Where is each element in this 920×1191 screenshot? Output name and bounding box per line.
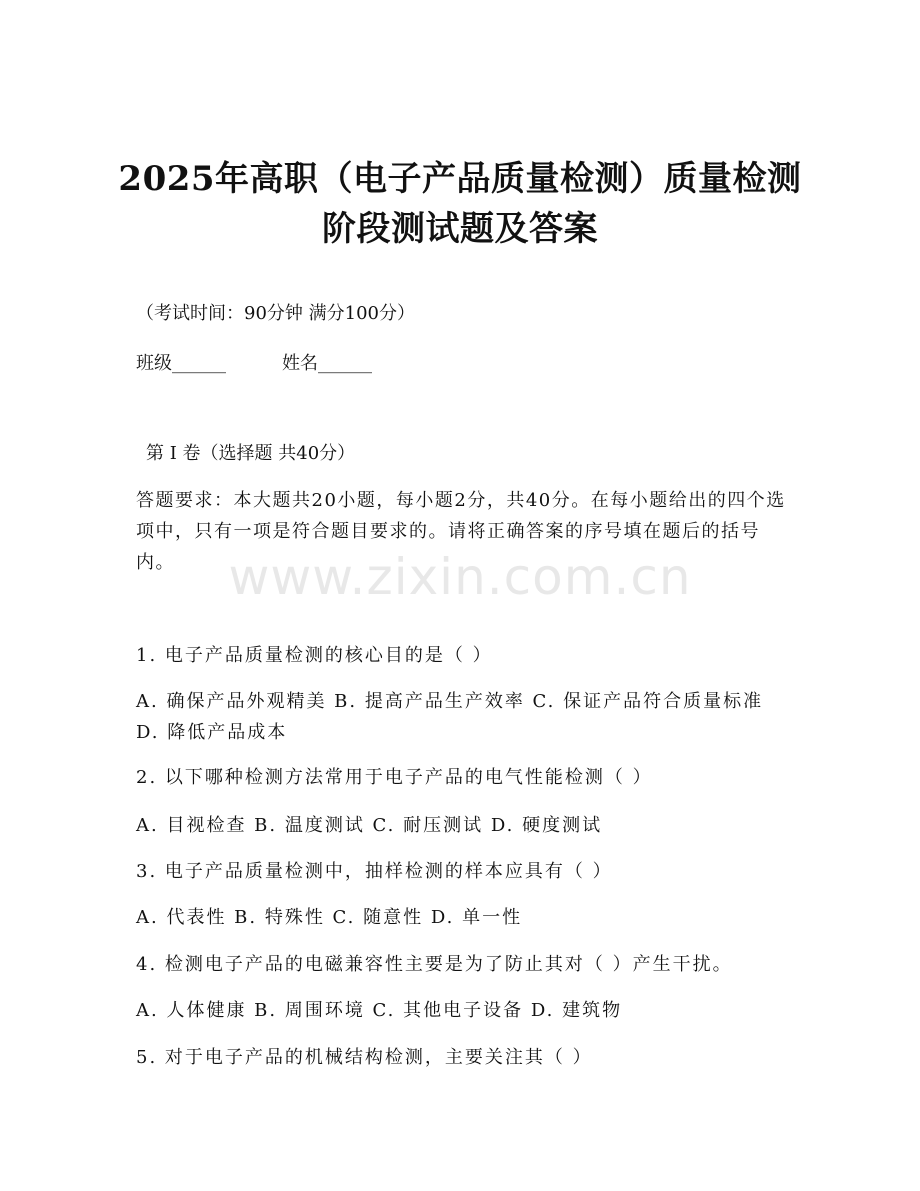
question-1-stem: 1. 电子产品质量检测的核心目的是（ ） bbox=[136, 645, 493, 666]
document-title-line-1: 2025年高职（电子产品质量检测）质量检测 bbox=[118, 159, 802, 199]
instructions-paragraph: 答题要求：本大题共20小题，每小题2分，共40分。在每小题给出的四个选项中，只有一项是符合题目要求的。请将正确答案的序号填在题后的括号内。 bbox=[136, 490, 786, 573]
question-4-options: A. 人体健康 B. 周围环境 C. 其他电子设备 D. 建筑物 bbox=[136, 1000, 623, 1021]
class-field-label: 班级______ bbox=[136, 353, 226, 374]
question-2-options: A. 目视检查 B. 温度测试 C. 耐压测试 D. 硬度测试 bbox=[136, 815, 603, 836]
question-1-options: A. 确保产品外观精美 B. 提高产品生产效率 C. 保证产品符合质量标准 D. 降低产品成本 bbox=[136, 691, 764, 743]
name-field-label: 姓名______ bbox=[282, 353, 372, 374]
question-4-stem: 4. 检测电子产品的电磁兼容性主要是为了防止其对（ ）产生干扰。 bbox=[136, 954, 733, 975]
student-info-row bbox=[136, 352, 372, 376]
document-title-line-2: 阶段测试题及答案 bbox=[322, 209, 598, 249]
watermark: www.zixin.com.cn bbox=[228, 548, 692, 606]
section-header: 第 I 卷（选择题 共40分） bbox=[146, 443, 356, 464]
question-2-stem: 2. 以下哪种检测方法常用于电子产品的电气性能检测（ ） bbox=[136, 767, 653, 788]
exam-info: （考试时间：90分钟 满分100分） bbox=[136, 303, 415, 324]
question-3-stem: 3. 电子产品质量检测中，抽样检测的样本应具有（ ） bbox=[136, 861, 613, 882]
question-5-stem: 5. 对于电子产品的机械结构检测，主要关注其（ ） bbox=[136, 1047, 593, 1068]
question-3-options: A. 代表性 B. 特殊性 C. 随意性 D. 单一性 bbox=[136, 907, 523, 928]
